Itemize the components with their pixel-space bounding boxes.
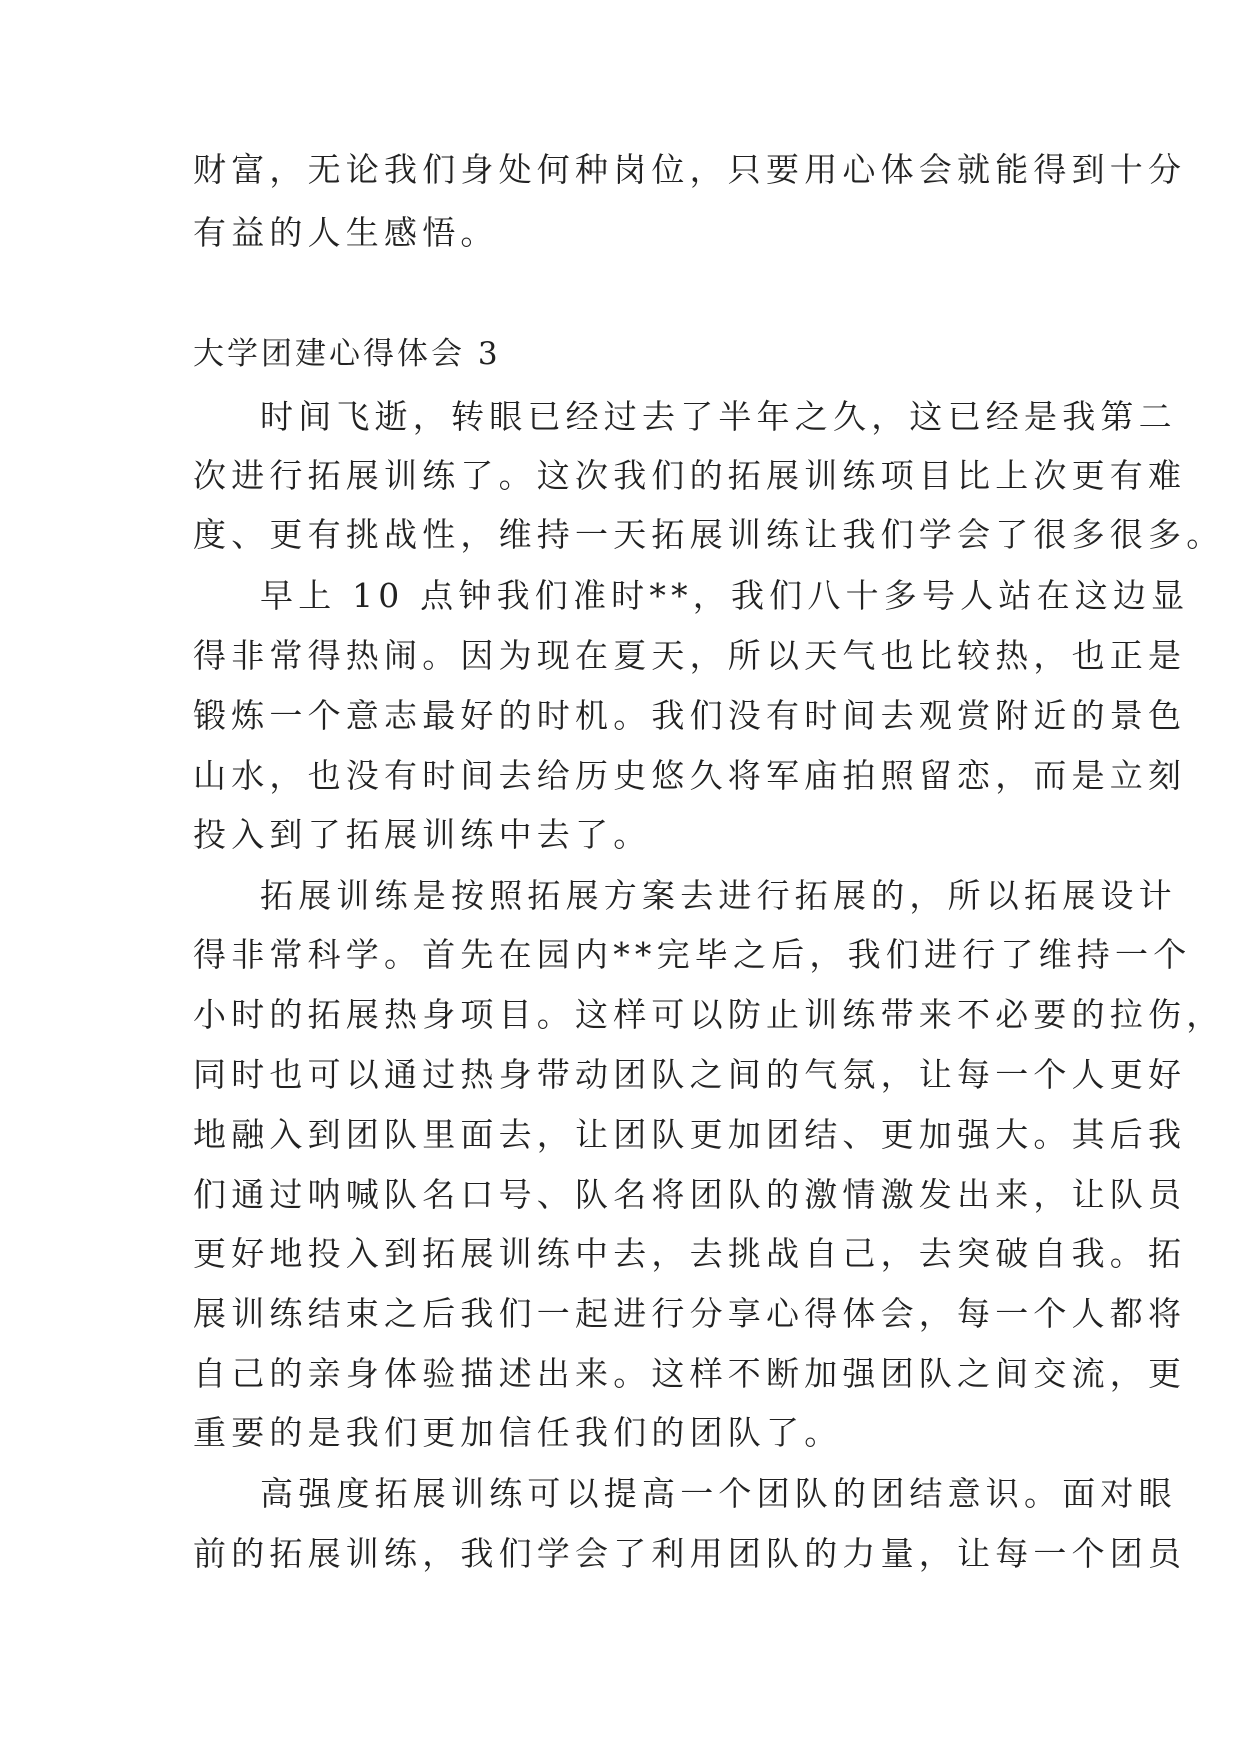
paragraph-2-line-5: 投入到了拓展训练中去了。	[193, 815, 652, 854]
intro-line-2: 有益的人生感悟。	[193, 213, 499, 252]
paragraph-3-line-7: 更好地投入到拓展训练中去，去挑战自己，去突破自我。拓	[193, 1234, 1187, 1273]
paragraph-3-line-6: 们通过呐喊队名口号、队名将团队的激情激发出来，让队员	[193, 1175, 1187, 1214]
paragraph-3-line-2: 得非常科学。首先在园内**完毕之后，我们进行了维持一个	[193, 935, 1192, 974]
paragraph-3-line-9: 自己的亲身体验描述出来。这样不断加强团队之间交流，更	[193, 1354, 1187, 1393]
paragraph-1-line-3: 度、更有挑战性，维持一天拓展训练让我们学会了很多很多。	[193, 515, 1225, 554]
section-heading: 大学团建心得体会 3	[193, 336, 501, 372]
intro-line-1: 财富，无论我们身处何种岗位，只要用心体会就能得到十分	[193, 150, 1187, 189]
paragraph-3-line-4: 同时也可以通过热身带动团队之间的气氛，让每一个人更好	[193, 1055, 1187, 1094]
paragraph-3-line-3: 小时的拓展热身项目。这样可以防止训练带来不必要的拉伤，	[193, 995, 1225, 1034]
paragraph-3-line-5: 地融入到团队里面去，让团队更加团结、更加强大。其后我	[193, 1115, 1187, 1154]
paragraph-3-line-1: 拓展训练是按照拓展方案去进行拓展的，所以拓展设计	[260, 876, 1177, 915]
paragraph-1-line-2: 次进行拓展训练了。这次我们的拓展训练项目比上次更有难	[193, 456, 1187, 495]
paragraph-2-line-1: 早上 10 点钟我们准时**，我们八十多号人站在这边显	[260, 576, 1190, 615]
paragraph-1-line-1: 时间飞逝，转眼已经过去了半年之久，这已经是我第二	[260, 397, 1177, 436]
paragraph-2-line-4: 山水，也没有时间去给历史悠久将军庙拍照留恋，而是立刻	[193, 756, 1187, 795]
paragraph-3-line-8: 展训练结束之后我们一起进行分享心得体会，每一个人都将	[193, 1294, 1187, 1333]
paragraph-4-line-2: 前的拓展训练，我们学会了利用团队的力量，让每一个团员	[193, 1534, 1187, 1573]
paragraph-4-line-1: 高强度拓展训练可以提高一个团队的团结意识。面对眼	[260, 1474, 1177, 1513]
paragraph-3-line-10: 重要的是我们更加信任我们的团队了。	[193, 1413, 843, 1452]
paragraph-2-line-3: 锻炼一个意志最好的时机。我们没有时间去观赏附近的景色	[193, 696, 1187, 735]
paragraph-2-line-2: 得非常得热闹。因为现在夏天，所以天气也比较热，也正是	[193, 636, 1187, 675]
